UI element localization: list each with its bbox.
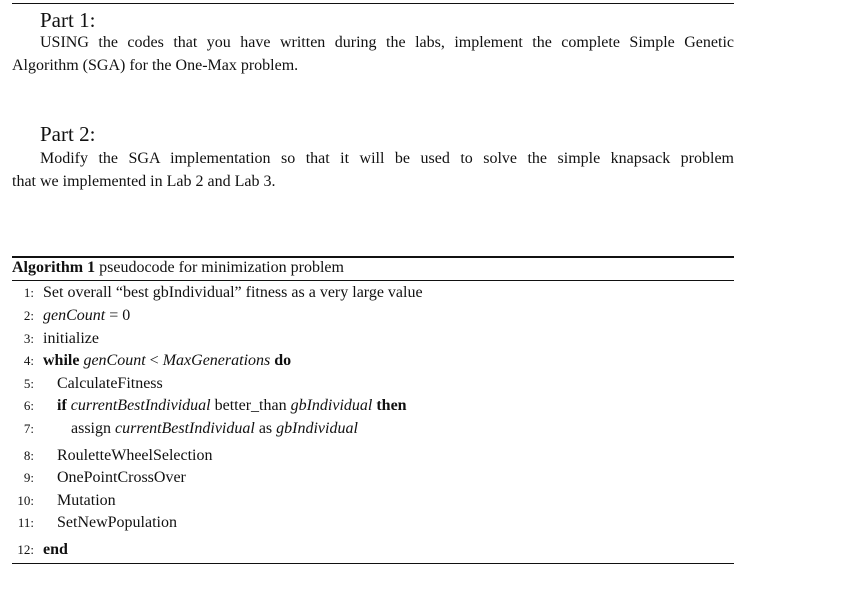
part1-paragraph — [12, 31, 734, 77]
algorithm-line-number: 4: — [23, 353, 34, 368]
algorithm-line — [57, 396, 407, 416]
algorithm-token: gbIndividual — [290, 397, 373, 414]
algorithm-caption — [12, 258, 344, 278]
algorithm-line-number: 6: — [23, 398, 34, 413]
algorithm-token: initialize — [43, 330, 99, 347]
algorithm-line — [57, 374, 163, 394]
algorithm-line — [57, 491, 116, 511]
algorithm-token: Set overall “best gbIndividual” fitness as a very large value — [43, 284, 423, 301]
algorithm-line — [43, 306, 130, 326]
algorithm-token: if — [57, 397, 67, 414]
algorithm-token: CalculateFitness — [57, 375, 163, 392]
algorithm-token: Mutation — [57, 492, 116, 509]
algorithm-token: assign — [71, 420, 115, 437]
top-rule — [12, 3, 734, 4]
algorithm-line — [43, 540, 68, 560]
algorithm-token: MaxGenerations — [162, 352, 271, 369]
algorithm-line — [43, 329, 99, 349]
algorithm-label: Algorithm 1 — [12, 259, 96, 276]
algorithm-token: SetNewPopulation — [57, 514, 177, 531]
algorithm-line-number: 3: — [23, 331, 34, 346]
algorithm-bottom-rule — [12, 563, 734, 564]
algorithm-line — [57, 513, 177, 533]
algorithm-line-number: 1: — [23, 285, 34, 300]
algorithm-token: currentBestIndividual — [70, 397, 211, 414]
algorithm-token: while — [43, 352, 80, 369]
algorithm-token: RouletteWheelSelection — [57, 447, 213, 464]
part2-heading: Part 2: — [40, 122, 96, 146]
algorithm-token: genCount — [83, 352, 146, 369]
algorithm-line-number: 5: — [23, 376, 34, 391]
part2-line1: Modify the SGA implementation so that it will be used to solve the simple knapsack problem — [40, 150, 734, 167]
part2-line2: that we implemented in Lab 2 and Lab 3. — [12, 173, 276, 190]
algorithm-line — [43, 283, 423, 303]
algorithm-line-number: 12: — [17, 542, 34, 557]
algorithm-token: gbIndividual — [276, 420, 358, 437]
algorithm-token: OnePointCrossOver — [57, 469, 186, 486]
algorithm-line-number: 9: — [23, 470, 34, 485]
algorithm-token: as — [254, 420, 277, 437]
algorithm-line-number: 10: — [17, 493, 34, 508]
part1-line1: USING the codes that you have written during the labs, implement the complete Simple Genetic — [40, 34, 734, 51]
algorithm-line — [57, 446, 213, 466]
algorithm-token: currentBestIndividual — [115, 420, 255, 437]
algorithm-line-number: 11: — [17, 515, 34, 530]
part1-line2: Algorithm (SGA) for the One-Max problem. — [12, 57, 299, 74]
algorithm-token: end — [43, 541, 68, 558]
algorithm-token: = 0 — [105, 307, 131, 324]
algorithm-token: < — [145, 352, 163, 369]
algorithm-token: do — [274, 352, 292, 369]
algorithm-line-number: 7: — [23, 421, 34, 436]
algorithm-line — [71, 419, 358, 439]
algorithm-caption-rule — [12, 280, 734, 281]
algorithm-caption-text: pseudocode for minimization problem — [95, 259, 344, 276]
algorithm-line-number: 8: — [23, 448, 34, 463]
part2-paragraph — [12, 147, 734, 193]
algorithm-line — [43, 351, 291, 371]
algorithm-line — [57, 468, 186, 488]
algorithm-token: genCount — [43, 307, 106, 324]
part1-heading: Part 1: — [40, 8, 96, 32]
algorithm-line-number: 2: — [23, 308, 34, 323]
algorithm-token: then — [376, 397, 407, 414]
algorithm-token: better_than — [210, 397, 291, 414]
